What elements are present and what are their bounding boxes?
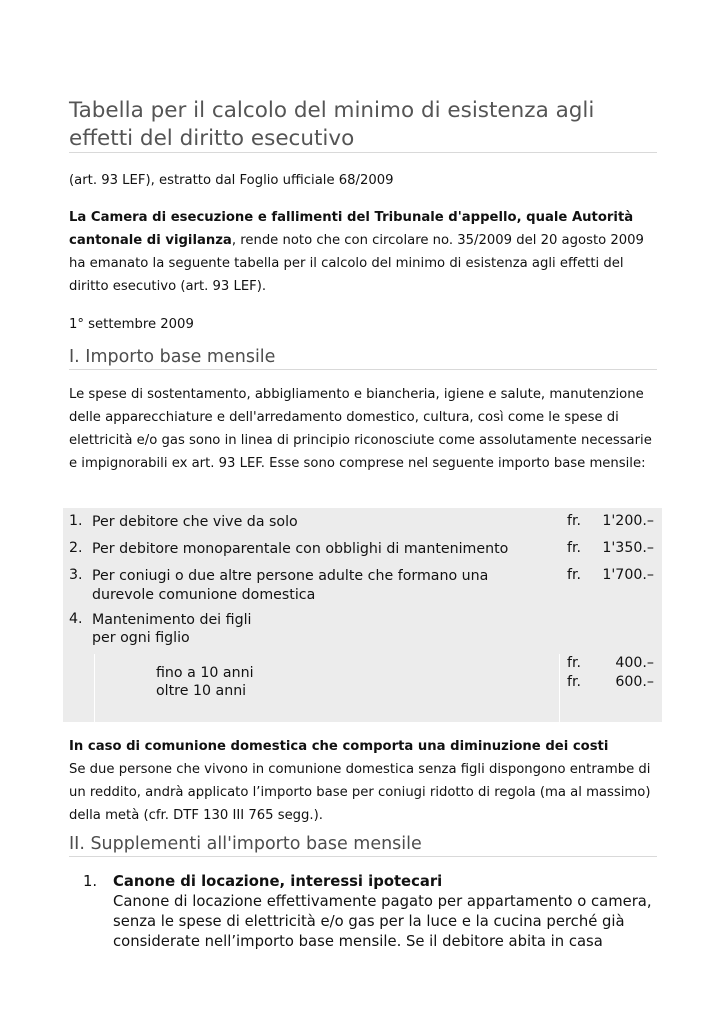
intro-authority: La Camera di esecuzione e fallimenti del Tribunale d'appello, quale Autorità cantonale di vigilanza: [69, 210, 634, 248]
section-divider-2: [69, 856, 657, 857]
row-number: 1.: [69, 513, 83, 529]
row-currency: fr.: [567, 540, 582, 556]
row-label: Mantenimento dei figli: [92, 612, 252, 628]
supplement-title: Canone di locazione, interessi ipotecari: [113, 873, 443, 890]
shared-household-text: Se due persone che vivono in comunione domestica senza figli dispongono entrambe di un reddito, andrà applicato l’importo base per coniugi ridotto di regola (ma al massimo) della metà (cfr. DTF 130 III 765 segg.).: [69, 762, 651, 823]
section-heading-1: I. Importo base mensile: [69, 347, 276, 367]
section-heading-2: II. Supplementi all'importo base mensile: [69, 834, 422, 854]
intro-paragraph: [69, 206, 657, 298]
cell-divider: [94, 654, 95, 722]
child-amount: 600.–: [615, 674, 654, 690]
page-title: Tabella per il calcolo del minimo di esistenza agli effetti del diritto esecutivo: [69, 98, 595, 151]
intro-text: , rende noto che con circolare no. 35/2009 del 20 agosto 2009 ha emanato la seguente tabella per il calcolo del minimo di esistenza agli effetti del diritto esecutivo (art. 93 LEF).: [69, 233, 644, 294]
row-amount: 1'200.–: [602, 513, 654, 529]
child-age-label: fino a 10 anni: [156, 665, 254, 681]
child-currency: fr.: [567, 674, 582, 690]
title-divider: [69, 152, 657, 153]
row-sublabel: per ogni figlio: [92, 630, 190, 646]
section-1-paragraph: Le spese di sostentamento, abbigliamento e biancheria, igiene e salute, manutenzione delle apparecchiature e dell'arredamento domestico, cultura, così come le spese di elettricità e/o gas sono in linea di principio riconosciute come assolutamente necessarie e impignorabili ex art. 93 LEF. Esse sono comprese nel seguente importo base mensile:: [69, 387, 652, 471]
shared-household-block: [69, 735, 659, 827]
supplement-text: Canone di locazione effettivamente pagato per appartamento o camera, senza le spese di elettricità e/o gas per la luce e la cucina perché già considerate nell’importo base mensile. Se il debitore abita in casa: [113, 893, 652, 950]
row-currency: fr.: [567, 513, 582, 529]
row-label: Per coniugi o due altre persone adulte che formano una durevole comunione domestica: [92, 568, 489, 603]
source-reference: (art. 93 LEF), estratto dal Foglio ufficiale 68/2009: [69, 173, 394, 188]
row-number: 4.: [69, 611, 83, 627]
child-age-label: oltre 10 anni: [156, 683, 247, 699]
supplement-number: 1.: [83, 873, 98, 890]
base-amount-table: [63, 508, 662, 722]
row-label: Per debitore monoparentale con obblighi di mantenimento: [92, 541, 509, 557]
row-number: 3.: [69, 567, 83, 583]
row-label: Per debitore che vive da solo: [92, 514, 298, 530]
child-currency: fr.: [567, 655, 582, 671]
row-amount: 1'700.–: [602, 567, 654, 583]
row-number: 2.: [69, 540, 83, 556]
section-divider-1: [69, 369, 657, 370]
row-amount: 1'350.–: [602, 540, 654, 556]
child-amount: 400.–: [615, 655, 654, 671]
row-currency: fr.: [567, 567, 582, 583]
shared-household-heading: In caso di comunione domestica che comporta una diminuzione dei costi: [69, 739, 609, 754]
document-date: 1° settembre 2009: [69, 317, 194, 332]
